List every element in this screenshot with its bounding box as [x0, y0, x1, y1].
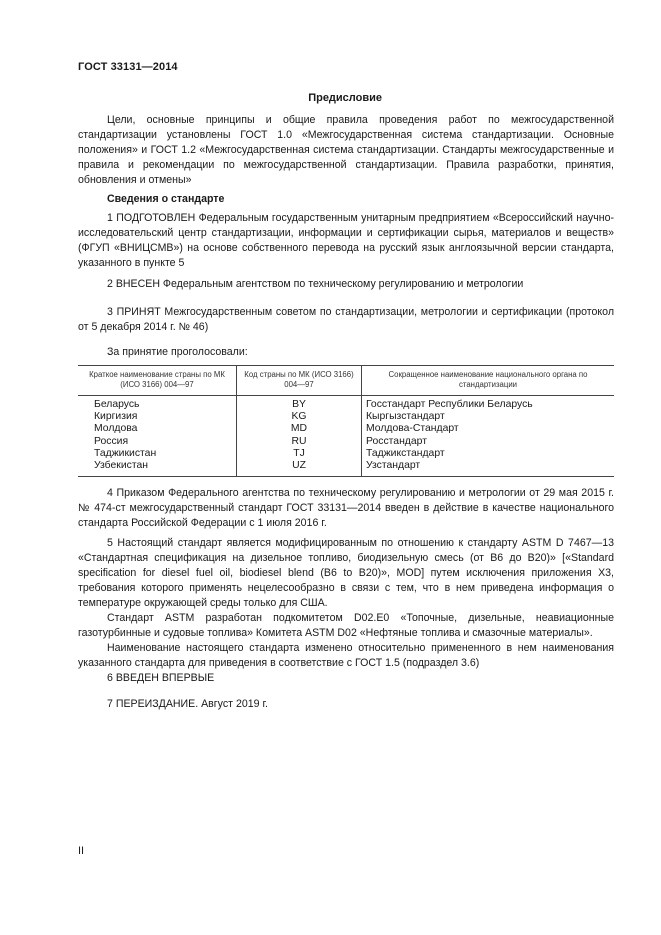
table-row: [78, 448, 614, 460]
code-cell: RU: [237, 436, 362, 448]
table-row: [78, 411, 614, 423]
table-row: [78, 460, 614, 477]
code-cell: KG: [237, 411, 362, 423]
country-cell: Киргизия: [94, 411, 138, 423]
organ-cell: Росстандарт: [362, 436, 615, 448]
item-6-paragraph: 6 ВВЕДЕН ВПЕРВЫЕ: [107, 672, 215, 684]
country-cell: Беларусь: [94, 399, 140, 410]
header-organ: Сокращенное наименование национального органа по стандартизации: [362, 366, 615, 396]
country-cell: Узбекистан: [78, 460, 237, 477]
item-1-paragraph: 1 ПОДГОТОВЛЕН Федеральным государственным унитарным предприятием «Всероссийский научно-исследовательский центр стандартизации, информации и сертификации сырья, материалов и веществ» (ФГУП «ВНИЦСМВ») на основе собственного перевода на русский язык англоязычной версии стандарта, указанного в пункте 5: [78, 212, 614, 269]
organ-cell: Узстандарт: [362, 460, 615, 477]
info-heading: Сведения о стандарте: [107, 193, 225, 205]
code-cell: MD: [237, 423, 362, 435]
page-number: II: [78, 845, 85, 857]
item-5-astm-paragraph: Стандарт ASTM разработан подкомитетом D02.E0 «Топочные, дизельные, неавиационные газотурбинные и судовые топлива» Комитета ASTM D02 «Нефтяные топлива и смазочные материалы».: [78, 612, 614, 639]
item-5-block: [78, 536, 614, 671]
table-row: [78, 423, 614, 435]
country-cell: Таджикистан: [94, 447, 157, 459]
table-row: [78, 396, 614, 412]
item-2-paragraph: 2 ВНЕСЕН Федеральным агентством по техническому регулированию и метрологии: [107, 278, 524, 290]
country-cell: Россия: [94, 435, 129, 447]
organ-cell: Госстандарт Республики Беларусь: [362, 396, 615, 412]
item-7-paragraph: 7 ПЕРЕИЗДАНИЕ. Август 2019 г.: [107, 698, 268, 710]
document-id-header: ГОСТ 33131—2014: [78, 61, 178, 73]
code-cell: UZ: [237, 460, 362, 477]
table-header-row: [78, 366, 614, 396]
organ-cell: Таджикстандарт: [362, 448, 615, 460]
item-5-paragraph: 5 Настоящий стандарт является модифицированным по отношению к стандарту ASTM D 7467—13 «Стандартная спецификация на дизельное топливо, биодизельную смесь (от В6 до В20)» [«Standard specification for diesel fuel oil, biodiesel blend (B6 to B20)», MOD] путем исключения приложения Х3, требования которого применять нецелесообразно в связи с тем, что в нем приведена информация о температуре окружающей среды только для США.: [78, 537, 614, 609]
voting-table: [78, 365, 614, 477]
organ-cell: Молдова-Стандарт: [362, 423, 615, 435]
voted-label: За принятие проголосовали:: [107, 346, 248, 358]
country-cell: Молдова: [94, 423, 138, 435]
section-title: Предисловие: [308, 92, 382, 104]
item-3-paragraph: 3 ПРИНЯТ Межгосударственным советом по стандартизации, метрологии и сертификации (протокол от 5 декабря 2014 г. № 46): [78, 306, 614, 333]
code-cell: TJ: [237, 448, 362, 460]
table-row: [78, 436, 614, 448]
header-code: Код страны по МК (ИСО 3166) 004—97: [237, 366, 362, 396]
item-4-paragraph: 4 Приказом Федерального агентства по техническому регулированию и метрологии от 29 мая 2015 г. № 474-ст межгосударственный стандарт ГОСТ 33131—2014 введен в действие в качестве национального стандарта Российской Федерации с 1 июля 2016 г.: [78, 487, 614, 529]
organ-cell: Кыргызстандарт: [362, 411, 615, 423]
header-country: Краткое наименование страны по МК (ИСО 3166) 004—97: [78, 366, 237, 396]
code-cell: BY: [237, 396, 362, 412]
item-5-name-paragraph: Наименование настоящего стандарта изменено относительно примененного в нем наименования указанного стандарта для приведения в соответствие с ГОСТ 1.5 (подраздел 3.6): [78, 642, 614, 669]
intro-paragraph: Цели, основные принципы и общие правила проведения работ по межгосударственной стандартизации установлены ГОСТ 1.0 «Межгосударственная система стандартизации. Основные положения» и ГОСТ 1.2 «Межгосударственная система стандартизации. Стандарты межгосударственные и правила и рекомендации по межгосударственной стандартизации. Правила разработки, принятия, обновления и отмены»: [78, 114, 614, 186]
